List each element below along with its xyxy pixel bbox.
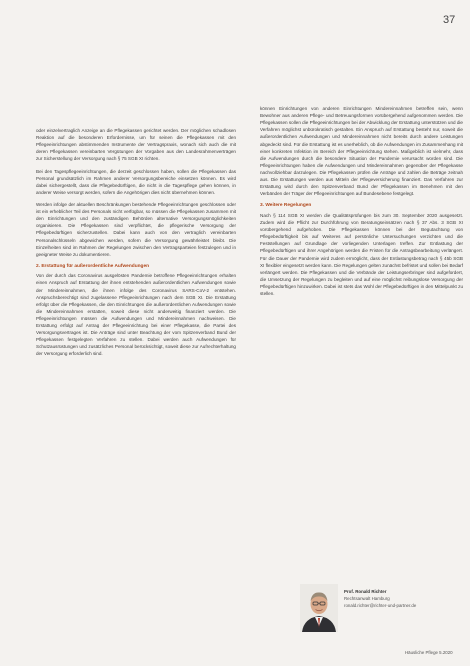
paragraph: können Einrichtungen von anderen Einrichtungen Mindereinnahmen betreffen sein, wenn Bewohner aus anderen Pflege- und Betreuungsformen vorübergehend aufgenommen werden. Die Pflegekassen sollen die Pflegeeinrichtungen bei der Abwicklung der Erstattung unterstützen und die Verfahren möglichst unbürokratisch gestalten. Ein Anspruch auf Erstattung besteht nur, soweit die außerordentlichen Aufwendungen und Mindereinnahmen nicht bereits durch andere Leistungen abgedeckt sind. Für die Erstattung ist es unerheblich, ob die Aufwendungen im Zusammenhang mit einer konkreten Infektion im Bereich der Pflegeeinrichtung stehen. Maßgeblich ist vielmehr, dass die Aufwendungen durch die besondere Situation der Pandemie verursacht worden sind. Die Pflegeeinrichtungen haben die Aufwendungen und Mindereinnahmen gegenüber der Pflegekasse nachvollziehbar darzulegen. Die Pflegekassen prüfen die Anträge und zahlen die Beträge zeitnah aus. Die Erstattungen werden aus Mitteln der Pflegeversicherung finanziert. Das Verfahren zur Erstattung wird durch den Spitzenverband Bund der Pflegekassen im Benehmen mit den Verbänden der Träger der Pflegeeinrichtungen auf Bundesebene festgelegt. xyxy=(260,106,463,197)
paragraph: oder einzelvertraglich Anzeige an die Pflegekassen gerichtet werden. Der möglichen schadlosen Reaktion auf die besonderen Erfordernisse, um für seinen die Pflegekassen mit den Pflegeeinrichtungen abstimmenden Instrumente der Vertragspraxis, wonach sich auch die mit deren Pflegekassen vereinbarten Vergütungen der Vorgaben aus den Landesrahmenverträgen zur Sicherstellung der Versorgung nach § 75 SGB XI richten. xyxy=(36,128,236,162)
author-role: Rechtsanwalt Hamburg xyxy=(344,596,390,602)
author-portrait-icon xyxy=(300,584,338,632)
author-portrait xyxy=(300,584,338,632)
paragraph: Von der durch das Coronavirus ausgelösten Pandemie betroffene Pflegeeinrichtungen erhalten einen Anspruch auf Erstattung der ihnen entstehenden außerordentlichen Aufwendungen sowie der Mindereinnahmen, die ihnen infolge des Coronavirus SARS-CoV-2 entstehen. Anspruchsberechtigt sind zugelassene Pflegeeinrichtungen nach dem SGB XI. Die Erstattung erfolgt über die Pflegekassen, die den Einrichtungen die außerordentlichen Aufwendungen sowie die Mindereinnahmen erstatten, soweit diese nicht anderweitig finanziert werden. Die Pflegeeinrichtungen müssen die Aufwendungen und Mindereinnahmen nachweisen. Die Erstattung erfolgt auf Antrag der Pflegeeinrichtung bei einer Pflegekasse, die Partei des Versorgungsvertrages ist. Die Anträge sind unter Beachtung der vom Spitzenverband Bund der Pflegekassen festgelegten Verfahren zu stellen. Dabei werden auch Aufwendungen für Schutzausrüstungen und zusätzliches Personal berücksichtigt, soweit diese zur Aufrechterhaltung der Versorgung erforderlich sind. xyxy=(36,273,236,357)
paragraph: Bei den Tagespflegeeinrichtungen, die derzeit geschlossen haben, sollen die Pflegekassen das Personal grundsätzlich im Rahmen anderer Versorgungsbereiche einsetzen können. Es wird dabei sichergestellt, dass die Pflegebedürftigen, die nicht in die Tagespflege gehen können, in anderer Weise versorgt werden, sofern die Angehörigen dies nicht übernehmen können. xyxy=(36,168,236,195)
author-details xyxy=(344,588,416,609)
footer-publication: Häusliche Pflege 5.2020 xyxy=(405,650,453,655)
author-name: Prof. Ronald Richter xyxy=(344,589,387,594)
section-heading: 2. Erstattung für außerordentliche Aufwendungen xyxy=(36,263,150,269)
section-heading: 3. Weitere Regelungen xyxy=(260,203,312,209)
paragraph: Werden infolge der aktuellen Beschränkungen bestehende Pflegeeinrichtungen geschlossen oder ist ein erheblicher Teil des Personals nicht verfügbar, so müssen die Pflegekassen zusammen mit den Einrichtungen und den zuständigen Behörden alternative Versorgungsmöglichkeiten organisieren. Die Pflegekassen sind verpflichtet, die pflegerische Versorgung der Pflegebedürftigen sicherzustellen. Dabei kann auch von den vertraglich vereinbarten Personalschlüsseln abgewichen werden, sofern die Versorgung gewährleistet bleibt. Die Einzelheiten sind im Rahmen der Regelungen zwischen den Vertragsparteien festzulegen und in geeigneter Weise zu dokumentieren. xyxy=(36,201,236,257)
right-column xyxy=(260,105,463,302)
author-box xyxy=(300,584,460,634)
paragraph: Nach § 114 SGB XI werden die Qualitätsprüfungen bis zum 30. September 2020 ausgesetzt. Zudem wird die Pflicht zur Durchführung von Beratungseinsätzen nach § 37 Abs. 3 SGB XI vorübergehend aufgehoben. Die Pflegekassen können bei der Begutachtung von Pflegebedürftigkeit bis auf Weiteres auf persönliche Untersuchungen verzichten und die Feststellungen auf Grundlage der vorliegenden Unterlagen treffen. Zur Entlastung der Pflegebedürftigen und ihrer Angehörigen werden die Fristen für die Antragsbearbeitung verlängert. Für die Dauer der Pandemie wird zudem ermöglicht, dass der Entlastungsbetrag nach § 45b SGB XI flexibler eingesetzt werden kann. Die Regelungen gelten zunächst befristet und sollen bei Bedarf verlängert werden. Die Pflegekassen und die Verbände der Leistungserbringer sind aufgefordert, die Umsetzung der Regelungen zu begleiten und auf eine möglichst reibungslose Versorgung der Pflegebedürftigen hinzuwirken. Dabei ist stets das Wohl der Pflegebedürftigen in den Mittelpunkt zu stellen. xyxy=(260,212,463,297)
page-number: 37 xyxy=(443,14,456,26)
author-email[interactable]: ronald.richter@richter-und-partner.de xyxy=(344,603,417,609)
left-column xyxy=(36,127,236,363)
